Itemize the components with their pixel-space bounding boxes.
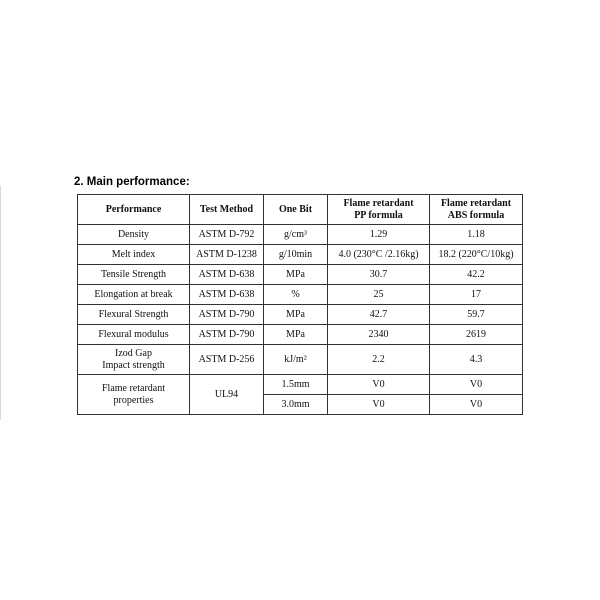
header-abs-formula: [430, 195, 523, 225]
property-cell: Density: [78, 225, 190, 245]
table-row: [78, 265, 523, 285]
property-cell: Flexural modulus: [78, 325, 190, 345]
pp-value-cell: 30.7: [328, 265, 430, 285]
table-row: [78, 285, 523, 305]
unit-cell: 3.0mm: [264, 395, 328, 415]
flame-method-cell: UL94: [190, 375, 264, 415]
header-unit: One Bit: [264, 195, 328, 225]
unit-cell: MPa: [264, 325, 328, 345]
unit-cell: %: [264, 285, 328, 305]
flame-property-line2: properties: [113, 394, 154, 406]
header-row: [78, 195, 523, 225]
method-cell: ASTM D-790: [190, 305, 264, 325]
unit-cell: g/cm³: [264, 225, 328, 245]
pp-value-cell: 2340: [328, 325, 430, 345]
unit-cell: 1.5mm: [264, 375, 328, 395]
table-row: [78, 345, 523, 375]
pp-value-cell: 4.0 (230°C /2.16kg): [328, 245, 430, 265]
method-cell: ASTM D-638: [190, 285, 264, 305]
header-pp-formula: [328, 195, 430, 225]
performance-table: [77, 194, 523, 415]
pp-value-cell: V0: [328, 375, 430, 395]
header-abs-line2: ABS formula: [447, 209, 505, 221]
pp-value-cell: 42.7: [328, 305, 430, 325]
pp-value-cell: 2.2: [328, 345, 430, 375]
abs-value-cell: 17: [430, 285, 523, 305]
unit-cell: MPa: [264, 305, 328, 325]
property-cell: Tensile Strength: [78, 265, 190, 285]
pp-value-cell: 25: [328, 285, 430, 305]
unit-cell: g/10min: [264, 245, 328, 265]
table-row-flame-1: [78, 375, 523, 395]
left-edge-line: [0, 186, 1, 420]
abs-value-cell: 18.2 (220°C/10kg): [430, 245, 523, 265]
property-cell: Flexural Strength: [78, 305, 190, 325]
abs-value-cell: V0: [430, 375, 523, 395]
method-cell: ASTM D-638: [190, 265, 264, 285]
method-cell: ASTM D-792: [190, 225, 264, 245]
unit-cell: MPa: [264, 265, 328, 285]
method-cell: ASTM D-256: [190, 345, 264, 375]
property-cell: Melt index: [78, 245, 190, 265]
method-cell: ASTM D-1238: [190, 245, 264, 265]
flame-property-cell: [78, 375, 190, 415]
header-test-method: Test Method: [190, 195, 264, 225]
property-line2: Impact strength: [102, 359, 165, 371]
unit-cell: kJ/m²: [264, 345, 328, 375]
property-cell: [78, 345, 190, 375]
table-row: [78, 325, 523, 345]
property-line1: Izod Gap: [115, 347, 152, 359]
pp-value-cell: 1.29: [328, 225, 430, 245]
header-performance: Performance: [78, 195, 190, 225]
pp-value-cell: V0: [328, 395, 430, 415]
flame-property-line1: Flame retardant: [101, 382, 166, 394]
abs-value-cell: 4.3: [430, 345, 523, 375]
header-abs-line1: Flame retardant: [440, 197, 512, 209]
header-pp-line2: PP formula: [354, 209, 403, 221]
abs-value-cell: 42.2: [430, 265, 523, 285]
table-row: [78, 245, 523, 265]
table-row: [78, 225, 523, 245]
section-heading: 2. Main performance:: [74, 176, 190, 188]
method-cell: ASTM D-790: [190, 325, 264, 345]
abs-value-cell: 59.7: [430, 305, 523, 325]
property-cell: Elongation at break: [78, 285, 190, 305]
abs-value-cell: V0: [430, 395, 523, 415]
abs-value-cell: 1.18: [430, 225, 523, 245]
table-row: [78, 305, 523, 325]
header-pp-line1: Flame retardant: [343, 197, 414, 209]
abs-value-cell: 2619: [430, 325, 523, 345]
